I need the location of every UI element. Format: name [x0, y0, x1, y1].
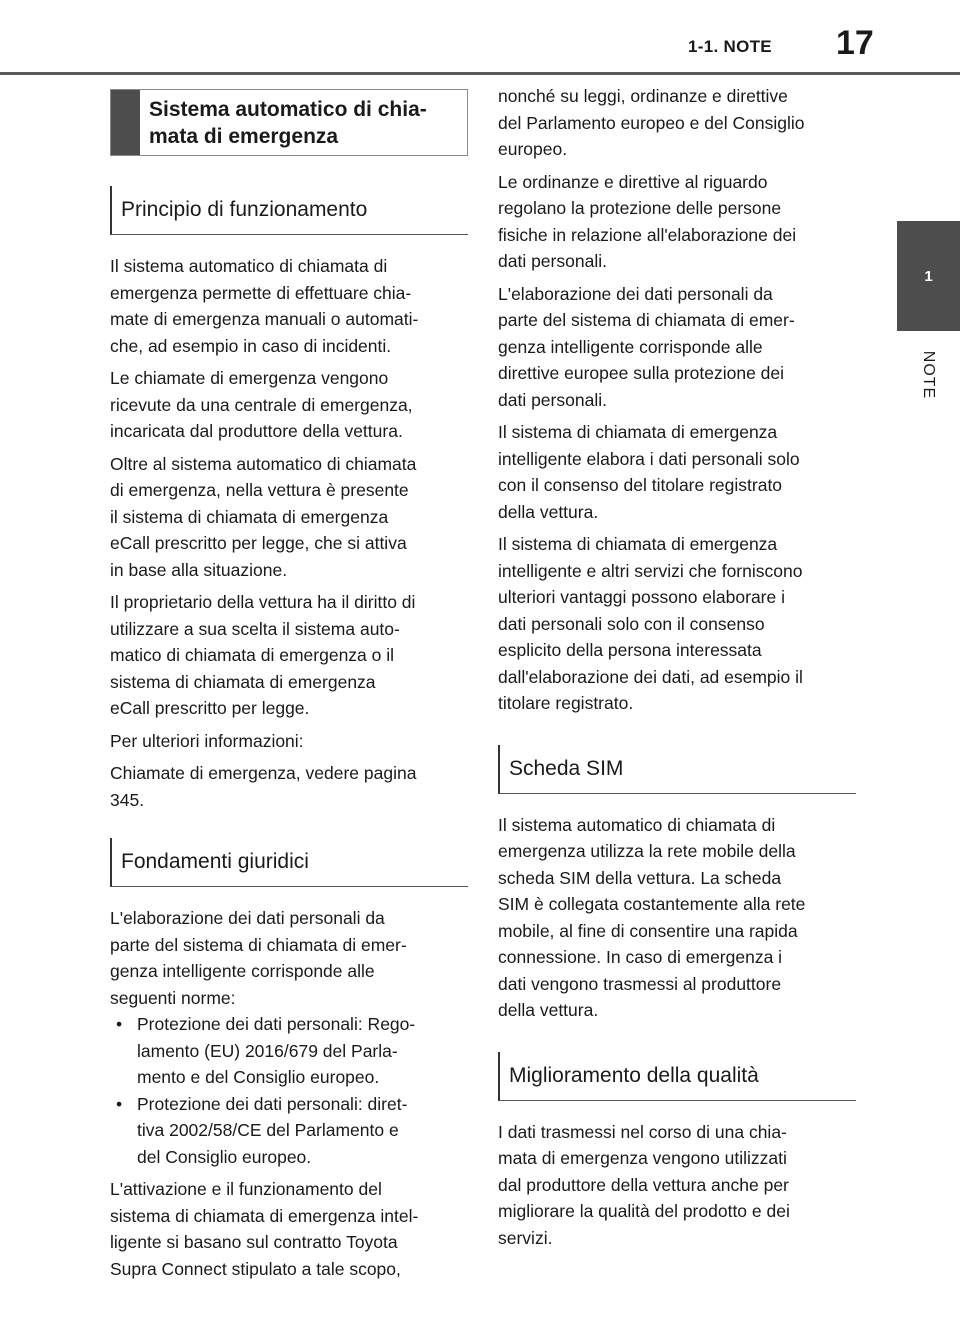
- page-number: 17: [836, 24, 874, 62]
- subheading-principio: Principio di funzionamento: [110, 186, 468, 235]
- section-header: 1-1. NOTE: [688, 37, 772, 56]
- paragraph: Chiamate di emergenza, vedere pagina 345.: [110, 763, 417, 810]
- left-column: [110, 89, 468, 1288]
- paragraph: Il sistema di chiamata di emergenza intelligente elabora i dati personali solo con il consenso del titolare registrato della vettura.: [498, 422, 800, 522]
- paragraph: Le chiamate di emergenza vengono ricevute da una centrale di emergenza, incaricata dal produttore della vettura.: [110, 368, 413, 441]
- list-item: • Protezione dei dati personali: diret- tiva 2002/58/CE del Parlamento e del Consiglio europeo.: [110, 1091, 468, 1171]
- paragraph: Il sistema automatico di chiamata di emergenza utilizza la rete mobile della scheda SIM della vettura. La scheda SIM è collegata costantemente alla rete mobile, al fine di consentire una rapida connessione. In caso di emergenza i dati vengono trasmessi al produttore della vettura.: [498, 814, 806, 1020]
- list-item: • Protezione dei dati personali: Rego- lamento (EU) 2016/679 del Parla- mento e del Consiglio europeo.: [110, 1011, 468, 1091]
- header-rule: [0, 72, 960, 75]
- chapter-number: 1: [924, 267, 933, 285]
- paragraph: Per ulteriori informazioni:: [110, 730, 304, 751]
- paragraph: Il sistema di chiamata di emergenza intelligente e altri servizi che forniscono ulteriori vantaggi possono elaborare i dati personali solo con il consenso esplicito della persona interessata dall'elaborazione dei dati, ad esempio il titolare registrato.: [498, 534, 803, 713]
- subheading-fondamenti: Fondamenti giuridici: [110, 838, 468, 887]
- bullet-list: [110, 1011, 468, 1170]
- chapter-tab: [897, 221, 960, 331]
- paragraph: Le ordinanze e direttive al riguardo regolano la protezione delle persone fisiche in relazione all'elaborazione dei dati personali.: [498, 171, 797, 271]
- section-title: Sistema automatico di chia- mata di emergenza: [149, 98, 427, 148]
- chapter-label: NOTE: [920, 350, 938, 400]
- subheading-qualita: Miglioramento della qualità: [498, 1052, 856, 1101]
- paragraph: Il proprietario della vettura ha il diritto di utilizzare a sua scelta il sistema auto- matico di chiamata di emergenza o il sistema di chiamata di emergenza eCall prescritto per legge.: [110, 592, 416, 718]
- paragraph: I dati trasmessi nel corso di una chia- mata di emergenza vengono utilizzati dal produttore della vettura anche per migliorare la qualità del prodotto e dei servizi.: [498, 1121, 790, 1248]
- chapter-label-container: [897, 340, 960, 410]
- section-title-box: [110, 89, 468, 156]
- paragraph: Oltre al sistema automatico di chiamata di emergenza, nella vettura è presente il sistema di chiamata di emergenza eCall prescritto per legge, che si attiva in base alla situazione.: [110, 453, 417, 580]
- section-title-bar: [111, 90, 140, 155]
- paragraph: L'elaborazione dei dati personali da parte del sistema di chiamata di emer- genza intelligente corrisponde alle direttive europee sulla protezione dei dati personali.: [498, 283, 795, 410]
- subheading-sim: Scheda SIM: [498, 745, 856, 794]
- paragraph: L'attivazione e il funzionamento del sistema di chiamata di emergenza intel- ligente si basano sul contratto Toyota Supra Connect stipulato a tale scopo,: [110, 1179, 419, 1279]
- right-column: [498, 83, 856, 1257]
- paragraph: Il sistema automatico di chiamata di emergenza permette di effettuare chia- mate di emergenza manuali o automati- che, ad esempio in caso di incidenti.: [110, 256, 419, 356]
- paragraph: nonché su leggi, ordinanze e direttive del Parlamento europeo e del Consiglio europeo.: [498, 86, 805, 159]
- paragraph: L'elaborazione dei dati personali da parte del sistema di chiamata di emer- genza intelligente corrisponde alle seguenti norme:: [110, 908, 407, 1008]
